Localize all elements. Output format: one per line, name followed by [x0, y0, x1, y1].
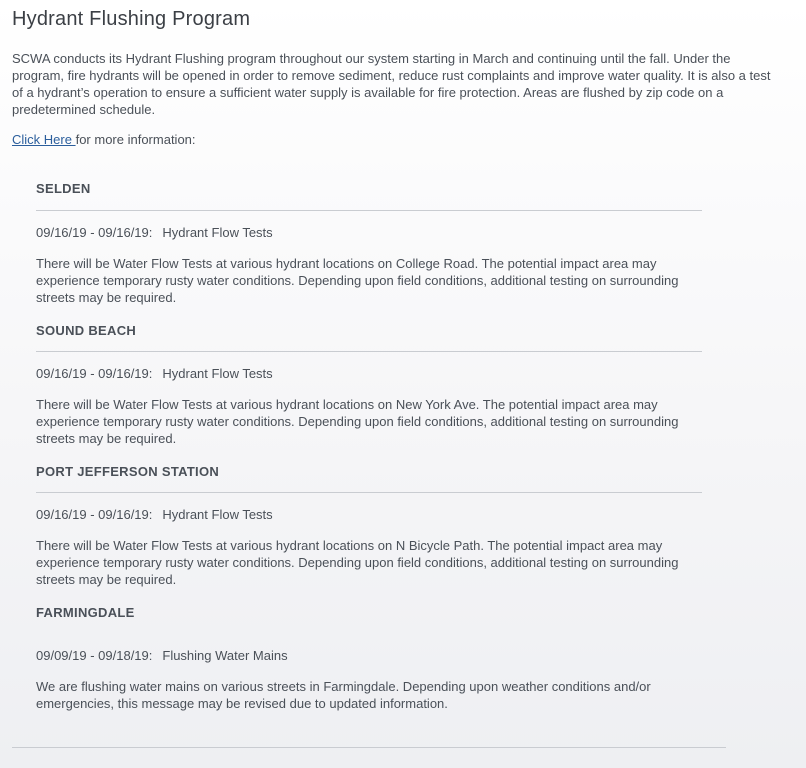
intro-paragraph: SCWA conducts its Hydrant Flushing program throughout our system starting in March and continuing until the fall. Under the program, fire hydrants will be opened in order to remove sediment, reduce rust complaints and improve water quality. It is also a test of a hydrant’s operation to ensure a sufficient water supply is available for fire protection. Areas are flushed by zip code on a predetermined schedule.	[12, 51, 771, 117]
schedule-line	[36, 225, 273, 240]
section-description: There will be Water Flow Tests at various hydrant locations on College Road. The potential impact area may experience temporary rusty water conditions. Depending upon field conditions, additional testing on surrounding streets may be required.	[36, 256, 679, 305]
bottom-divider	[12, 747, 726, 748]
section-description: We are flushing water mains on various streets in Farmingdale. Depending upon weather conditions and/or emergencies, this message may be revised due to updated information.	[36, 679, 651, 711]
section-title-selden: SELDEN	[36, 181, 91, 196]
schedule-activity: Hydrant Flow Tests	[162, 507, 273, 522]
section-divider	[36, 351, 702, 352]
schedule-line	[36, 507, 273, 522]
section-divider	[36, 492, 702, 493]
section-title-sound-beach: SOUND BEACH	[36, 323, 137, 338]
schedule-activity: Hydrant Flow Tests	[162, 366, 273, 381]
click-here-link[interactable]: Click Here	[12, 132, 76, 147]
more-info-suffix: for more information:	[75, 132, 196, 147]
schedule-dates: 09/09/19 - 09/18/19:	[36, 648, 153, 663]
section-description: There will be Water Flow Tests at various hydrant locations on N Bicycle Path. The potential impact area may experience temporary rusty water conditions. Depending upon field conditions, additional testing on surrounding streets may be required.	[36, 538, 679, 587]
section-description: There will be Water Flow Tests at various hydrant locations on New York Ave. The potential impact area may experience temporary rusty water conditions. Depending upon field conditions, additional testing on surrounding streets may be required.	[36, 397, 679, 446]
section-title-farmingdale: FARMINGDALE	[36, 605, 135, 620]
section-divider	[36, 210, 702, 211]
more-info-line	[12, 131, 196, 148]
schedule-line	[36, 366, 273, 381]
schedule-activity: Flushing Water Mains	[162, 648, 288, 663]
schedule-dates: 09/16/19 - 09/16/19:	[36, 225, 153, 240]
schedule-line	[36, 648, 288, 663]
page-title: Hydrant Flushing Program	[12, 8, 251, 30]
section-title-port-jefferson-station: PORT JEFFERSON STATION	[36, 464, 220, 479]
schedule-dates: 09/16/19 - 09/16/19:	[36, 507, 153, 522]
schedule-dates: 09/16/19 - 09/16/19:	[36, 366, 153, 381]
schedule-activity: Hydrant Flow Tests	[162, 225, 273, 240]
